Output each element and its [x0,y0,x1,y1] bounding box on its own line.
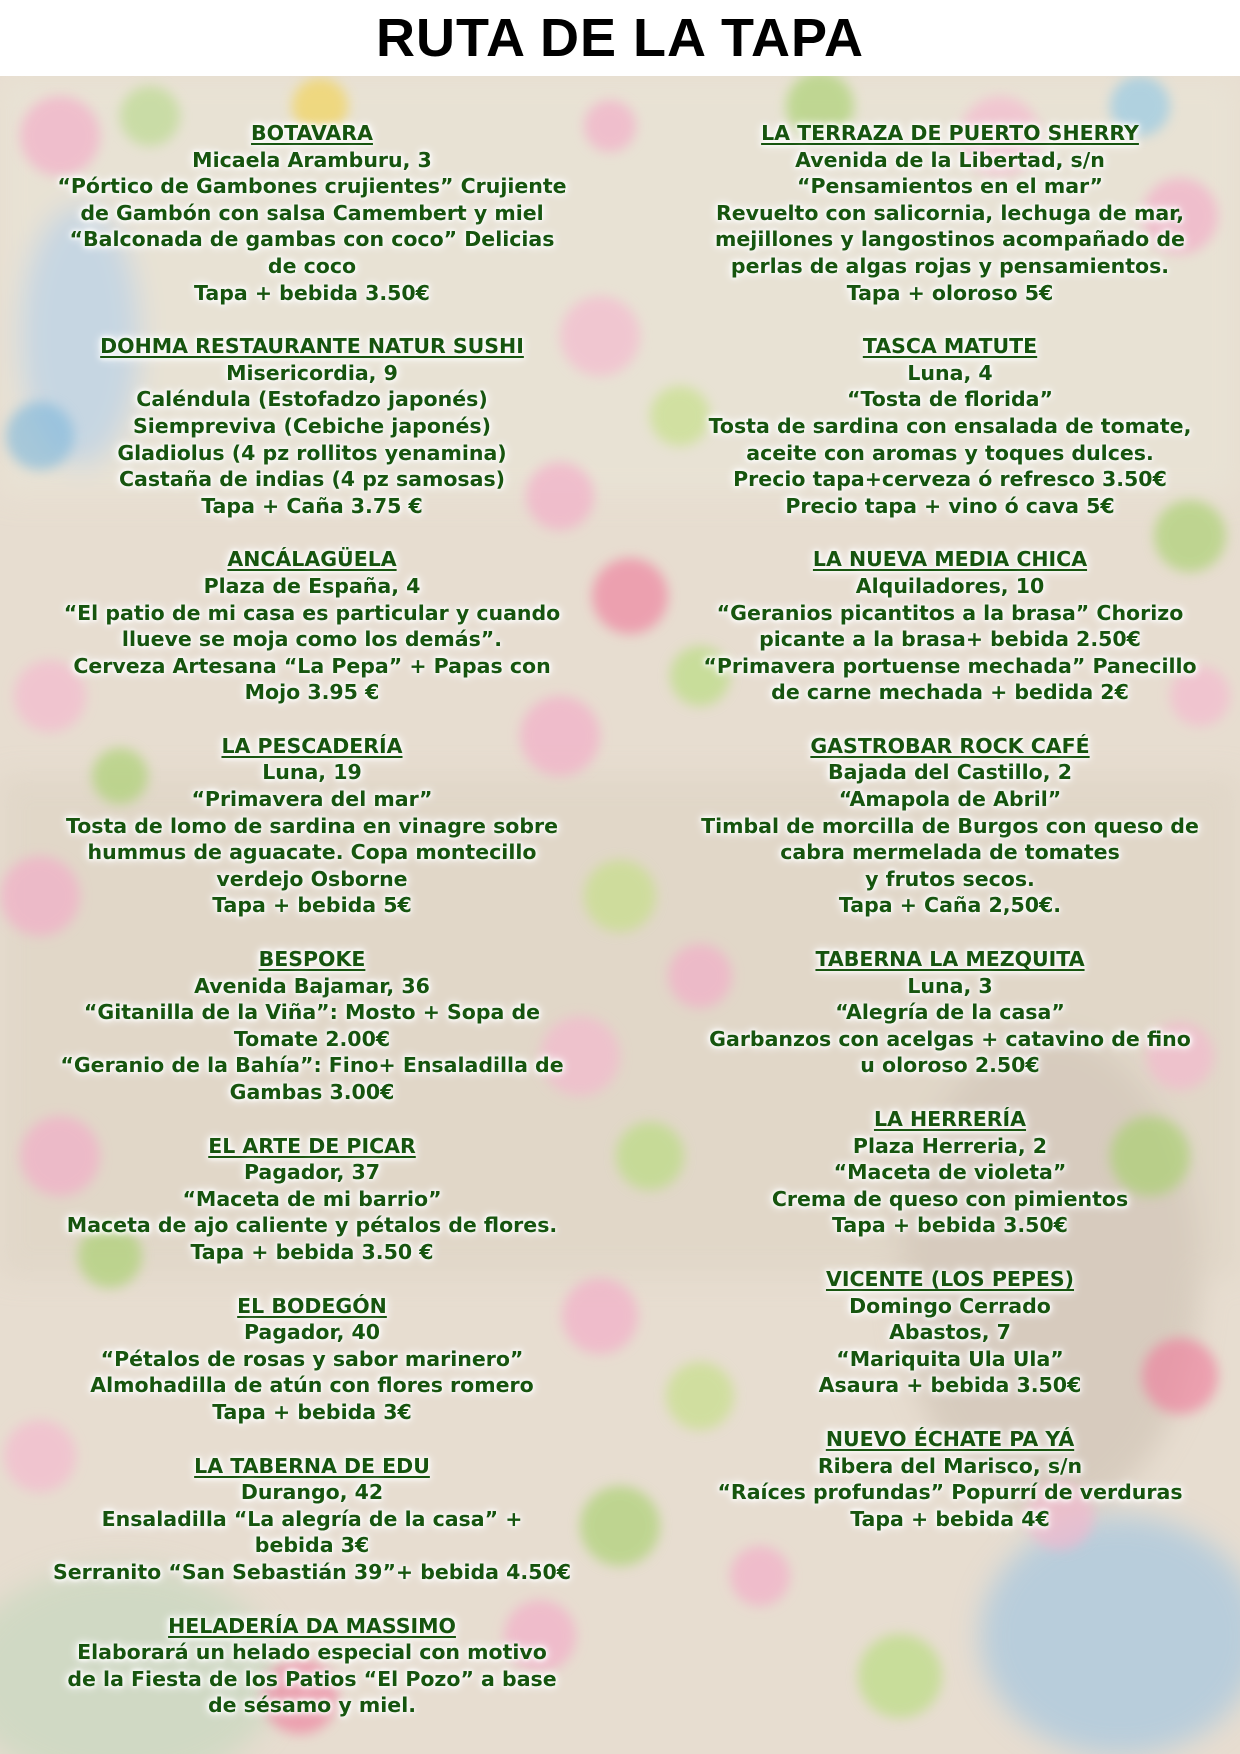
venue-detail-line: verdejo Osborne [216,866,408,891]
venue-detail-line: u oloroso 2.50€ [860,1053,1040,1078]
venue-detail-line: “Pétalos de rosas y sabor marinero” [100,1346,524,1371]
venue-detail-line: llueve se moja como los demás”. [121,627,503,652]
venue-detail-line: Tapa + bebida 5€ [212,893,412,918]
venue-la-pescaderia [12,733,612,919]
venue-gastrobar-rock-cafe [660,733,1240,919]
venue-detail-line: Maceta de ajo caliente y pétalos de flores. [66,1213,558,1238]
venue-detail-line: “Tosta de florida” [847,387,1053,412]
venue-detail-line: “Balconada de gambas con coco” Delicias [69,227,555,252]
venue-detail-line: “Gitanilla de la Viña”: Mosto + Sopa de [83,1000,541,1025]
venue-detail-line: Ribera del Marisco, s/n [817,1453,1083,1478]
venue-detail-line: de la Fiesta de los Patios “El Pozo” a base [67,1666,557,1691]
venue-detail-line: “Amapola de Abril” [838,787,1062,812]
venue-name: BESPOKE [258,947,366,972]
venue-detail-line: Castaña de indias (4 pz samosas) [118,467,506,492]
venue-name: HELADERÍA DA MASSIMO [168,1613,456,1638]
right-column [660,120,1240,1559]
venue-detail-line: Durango, 42 [240,1480,384,1505]
venue-detail-line: Tapa + oloroso 5€ [846,280,1054,305]
venue-detail-line: de sésamo y miel. [207,1693,417,1718]
venue-ancalaguela [12,546,612,706]
venue-detail-line: Tapa + bebida 3.50€ [832,1213,1068,1238]
venue-detail-line: Elaborará un helado especial con motivo [77,1640,547,1665]
venue-detail-line: “Primavera del mar” [191,787,433,812]
venue-detail-line: “El patio de mi casa es particular y cuando [63,600,561,625]
venue-detail-line: Abastos, 7 [889,1320,1011,1345]
venue-detail-line: hummus de aguacate. Copa montecillo [87,840,537,865]
venue-detail-line: Tapa + bebida 4€ [850,1506,1050,1531]
venue-detail-line: Micaela Aramburu, 3 [192,147,432,172]
venue-detail-line: Tosta de lomo de sardina en vinagre sobre [65,813,559,838]
poster-background [0,76,1240,1754]
venue-detail-line: Tapa + Caña 3.75 € [201,493,423,518]
venue-detail-line: Ensaladilla “La alegría de la casa” + [101,1506,523,1531]
venue-detail-line: “Pensamientos en el mar” [797,174,1103,199]
venue-detail-line: Asaura + bebida 3.50€ [818,1373,1082,1398]
venue-detail-line: Pagador, 37 [243,1160,381,1185]
venue-detail-line: de Gambón con salsa Camembert y miel [80,200,544,225]
venue-name: LA NUEVA MEDIA CHICA [812,547,1088,572]
venue-detail-line: Misericordia, 9 [226,360,398,385]
venue-detail-line: Caléndula (Estofadzo japonés) [136,387,488,412]
venue-detail-line: “Alegría de la casa” [835,1000,1065,1025]
venue-nuevo-echate-pa-ya [660,1426,1240,1532]
venue-name: LA TERRAZA DE PUERTO SHERRY [761,121,1139,145]
venue-detail-line: Luna, 19 [262,760,362,785]
venue-detail-line: Pagador, 40 [243,1320,381,1345]
venue-detail-line: mejillones y langostinos acompañado de [715,227,1185,252]
venue-detail-line: de coco [267,253,357,278]
venue-detail-line: picante a la brasa+ bebida 2.50€ [759,627,1141,652]
venue-detail-line: Plaza Herreria, 2 [852,1133,1048,1158]
venue-detail-line: perlas de algas rojas y pensamientos. [730,253,1170,278]
venue-detail-line: cabra mermelada de tomates [780,840,1120,865]
venue-detail-line: Revuelto con salicornia, lechuga de mar, [715,200,1185,225]
venue-detail-line: “Raíces profundas” Popurrí de verduras [717,1480,1183,1505]
venue-el-arte-de-picar [12,1133,612,1266]
venue-name: LA PESCADERÍA [221,733,403,758]
venue-detail-line: Bajada del Castillo, 2 [828,760,1072,785]
venue-detail-line: bebida 3€ [254,1533,370,1558]
venue-detail-line: Tosta de sardina con ensalada de tomate, [708,413,1192,438]
venue-detail-line: Domingo Cerrado [849,1293,1051,1318]
venue-la-nueva-media-chica [660,546,1240,706]
venue-name: EL ARTE DE PICAR [208,1133,416,1158]
venue-detail-line: Almohadilla de atún con flores romero [90,1373,534,1398]
venue-detail-line: “Geranios picantitos a la brasa” Chorizo [716,600,1184,625]
venue-detail-line: Tapa + bebida 3€ [212,1399,412,1424]
venue-detail-line: y frutos secos. [865,866,1035,891]
venue-detail-line: Avenida de la Libertad, s/n [795,147,1105,172]
venue-detail-line: “Pórtico de Gambones crujientes” Crujiente [57,174,567,199]
venue-la-terraza-de-puerto-sherry [660,120,1240,306]
venue-detail-line: Siempreviva (Cebiche japonés) [133,413,491,438]
venue-detail-line: Alquiladores, 10 [855,573,1045,598]
venue-detail-line: Avenida Bajamar, 36 [194,973,430,998]
venue-tasca-matute [660,333,1240,519]
venue-detail-line: “Primavera portuense mechada” Panecillo [703,653,1197,678]
venue-name: EL BODEGÓN [237,1293,387,1318]
venue-la-taberna-de-edu [12,1453,612,1586]
venue-detail-line: Mojo 3.95 € [244,680,380,705]
page-title: RUTA DE LA TAPA [376,8,864,68]
venue-botavara [12,120,612,306]
venue-heladeria-da-massimo [12,1613,612,1719]
venue-detail-line: Precio tapa + vino ó cava 5€ [785,493,1115,518]
venue-detail-line: Tomate 2.00€ [233,1026,391,1051]
venue-name: BOTAVARA [251,121,373,145]
venue-detail-line: Cerveza Artesana “La Pepa” + Papas con [73,653,551,678]
venue-detail-line: Gladiolus (4 pz rollitos yenamina) [117,440,507,465]
venue-detail-line: Tapa + bebida 3.50 € [190,1239,434,1264]
venue-detail-line: de carne mechada + bedida 2€ [771,680,1129,705]
venue-name: DOHMA RESTAURANTE NATUR SUSHI [100,334,524,359]
venue-detail-line: Tapa + Caña 2,50€. [838,893,1062,918]
venue-detail-line: Timbal de morcilla de Burgos con queso de [701,813,1199,838]
left-column [12,120,612,1746]
venue-detail-line: Tapa + bebida 3.50€ [194,280,430,305]
venue-vicente-los-pepes [660,1266,1240,1399]
venue-detail-line: “Maceta de violeta” [833,1160,1067,1185]
venue-detail-line: Serranito “San Sebastián 39”+ bebida 4.50€ [52,1559,571,1584]
venue-name: TASCA MATUTE [862,334,1038,359]
venue-detail-line: Luna, 4 [907,360,993,385]
venue-name: TABERNA LA MEZQUITA [815,947,1085,972]
venue-la-herreria [660,1106,1240,1239]
venue-detail-line: aceite con aromas y toques dulces. [746,440,1154,465]
venue-detail-line: Precio tapa+cerveza ó refresco 3.50€ [733,467,1167,492]
venue-dohma-restaurante-natur-sushi [12,333,612,519]
venue-detail-line: Garbanzos con acelgas + catavino de fino [709,1026,1191,1051]
venue-name: NUEVO ÉCHATE PA YÁ [825,1426,1075,1451]
venue-name: LA TABERNA DE EDU [194,1453,430,1478]
venue-taberna-la-mezquita [660,946,1240,1079]
venue-name: ANCÁLAGÜELA [227,547,397,572]
columns-container [0,76,1240,1754]
venue-bespoke [12,946,612,1106]
venue-name: GASTROBAR ROCK CAFÉ [810,733,1090,758]
venue-detail-line: “Maceta de mi barrio” [182,1186,442,1211]
venue-name: LA HERRERÍA [873,1107,1027,1131]
venue-detail-line: Gambas 3.00€ [229,1080,395,1104]
venue-detail-line: Luna, 3 [907,973,993,998]
venue-name: VICENTE (LOS PEPES) [825,1266,1075,1291]
venue-detail-line: “Mariquita Ula Ula” [836,1346,1064,1371]
venue-detail-line: Crema de queso con pimientos [771,1186,1129,1211]
venue-detail-line: Plaza de España, 4 [203,573,421,598]
venue-detail-line: “Geranio de la Bahía”: Fino+ Ensaladilla de [60,1053,564,1078]
venue-el-bodegon [12,1293,612,1426]
